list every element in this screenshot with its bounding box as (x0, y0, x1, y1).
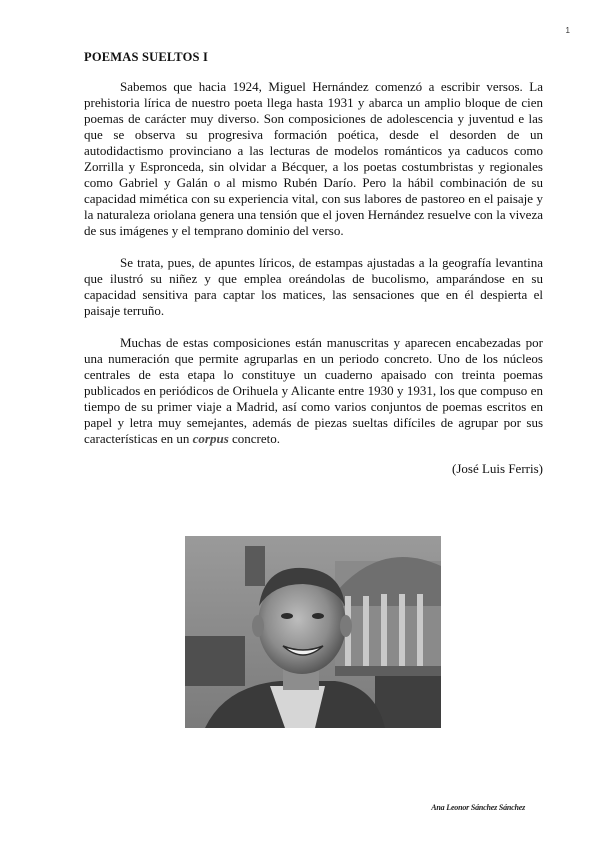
paragraph-3 (84, 335, 543, 447)
footer-author: Ana Leonor Sánchez Sánchez (431, 803, 525, 812)
body-text (84, 79, 543, 477)
author-attribution: (José Luis Ferris) (452, 461, 543, 476)
corpus-emphasis: corpus (192, 431, 229, 446)
page-number: 1 (565, 26, 570, 35)
portrait-photo-image (185, 536, 441, 728)
paragraph-3-text: Muchas de estas composiciones están manuscritas y aparecen encabezadas por una numeración que permite agruparlas en un periodo concreto. Uno de los núcleos centrales de esta etapa lo constituye un cuaderno apaisado con treinta poemas publicados en periódicos de Orihuela y Alicante entre 1930 y 1931, los que compuso en tiempo de su primer viaje a Madrid, así como varios conjuntos de poemas escritos en papel y letra muy semejantes, además de piezas sueltas difíciles de agrupar por sus características en un (84, 335, 543, 446)
paragraph-1: Sabemos que hacia 1924, Miguel Hernández comenzó a escribir versos. La prehistoria lírica de nuestro poeta llega hasta 1931 y abarca un amplio bloque de cien poemas de carácter muy diverso. Son composiciones de adolescencia y juventud e las que se observa su progresiva formación poética, desde el desorden de un autodidactismo provinciano a las lecturas de modelos románticos ya caducos como Zorrilla y Espronceda, sin olvidar a Bécquer, a los poetas costumbristas y regionales como Gabriel y Galán o al mismo Rubén Darío. Pero la hábil combinación de su capacidad mimética con su experiencia vital, con sus labores de pastoreo en el paisaje y la naturaleza oriolana genera una tensión que el joven Hernández resuelve con la viveza de sus imágenes y el temprano dominio del verso. (84, 79, 543, 238)
paragraph-3-end: concreto. (228, 431, 281, 446)
paragraph-2: Se trata, pues, de apuntes líricos, de estampas ajustadas a la geografía levantina que ilustró su niñez y que emplea oreándolas de bucolismo, amparándose en su capacidad sensitiva para captar los matices, las sensaciones que en él despierta el paisaje terruño. (84, 255, 543, 318)
document-title: POEMAS SUELTOS I (84, 50, 209, 64)
portrait-photo (185, 536, 441, 728)
